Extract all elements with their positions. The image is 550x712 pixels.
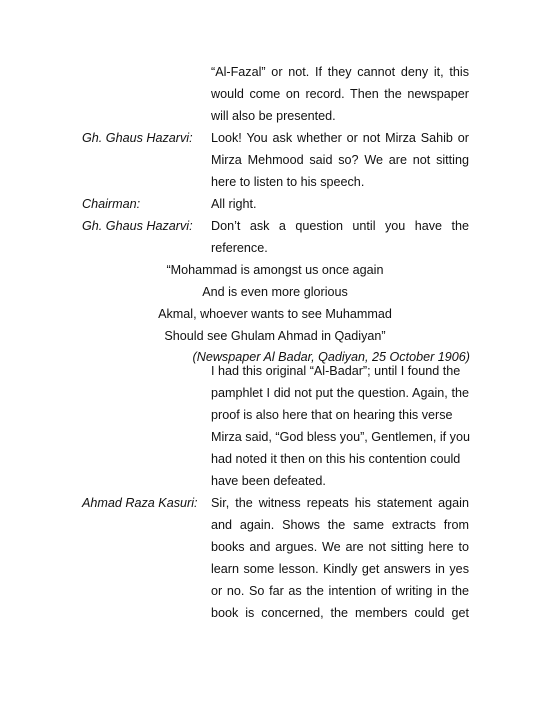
text-line: Look! You ask whether or not Mirza Sahib or [211,131,469,145]
text-line: here to listen to his speech. [211,175,365,189]
verse-line: And is even more glorious [202,285,348,299]
text-line: pamphlet I did not put the question. Again, the [211,386,469,400]
text-line: “Al-Fazal” or not. If they cannot deny it, this [211,65,469,79]
text-line: reference. [211,241,268,255]
text-line: will also be presented. [211,109,336,123]
text-line: proof is also here that on hearing this verse [211,408,453,422]
speaker-label: Ahmad Raza Kasuri: [82,496,198,510]
speaker-label: Gh. Ghaus Hazarvi: [82,131,193,145]
text-line: I had this original “Al-Badar”; until I found the [211,364,461,378]
text-line: or no. So far as the intention of writing in the [211,584,469,598]
verse-line: “Mohammad is amongst us once again [166,263,384,277]
citation: (Newspaper Al Badar, Qadiyan, 25 October 1906) [192,350,470,364]
speaker-label: Chairman: [82,197,141,211]
verse-line: Akmal, whoever wants to see Muhammad [158,307,392,321]
text-line: had noted it then on this his contention could [211,452,461,466]
text-line: would come on record. Then the newspaper [211,87,469,101]
text-line: book is concerned, the members could get [211,606,469,620]
text-line: learn some lesson. Kindly get answers in yes [211,562,469,576]
text-line: have been defeated. [211,474,326,488]
text-line: Mirza said, “God bless you”, Gentlemen, if you [211,430,470,444]
text-line: Sir, the witness repeats his statement again [211,496,469,510]
text-line: and again. Shows the same extracts from [211,518,469,532]
verse-line: Should see Ghulam Ahmad in Qadiyan” [164,329,386,343]
text-line: Mirza Mehmood said so? We are not sitting [211,153,469,167]
speaker-label: Gh. Ghaus Hazarvi: [82,219,193,233]
text-line: Don’t ask a question until you have the [211,219,469,233]
text-line: books and argues. We are not sitting here to [211,540,469,554]
text-line: All right. [211,197,257,211]
